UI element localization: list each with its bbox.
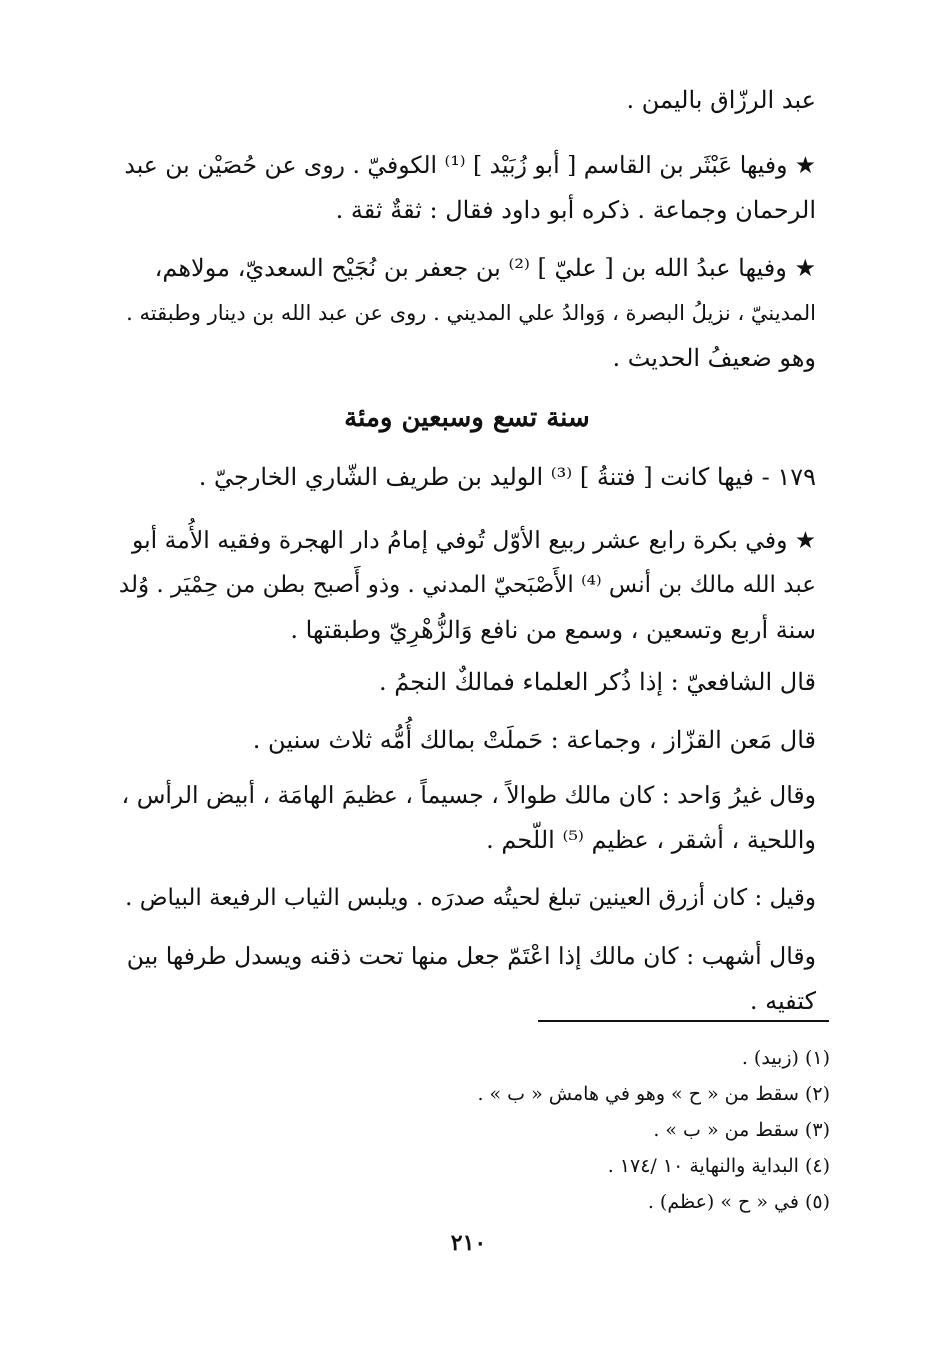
- page-number: ٢١٠: [450, 1230, 487, 1256]
- text-line: ★ وفي بكرة رابع عشر ربيع الأوّل تُوفي إمامُ دار الهجرة وفقيه الأُمة أبو: [132, 526, 816, 554]
- paragraph-ashhab: [118, 934, 816, 1024]
- footnote-5: (٥) في « ح » (عظم) .: [647, 1191, 830, 1213]
- paragraph-abdullah-ibn-ali: [118, 246, 816, 381]
- text-line: سنة أربع وتسعين ، وسمع من نافع وَالزُّهْرِيّ وطبقتها .: [290, 616, 816, 644]
- paragraph-description: [118, 773, 816, 863]
- text-line: وهو ضعيفُ الحديث .: [612, 344, 816, 372]
- text-line: وقيل : كان أزرق العينين تبلغ لحيتُه صدرَه . ويلبس الثياب الرفيعة البياض .: [125, 885, 816, 911]
- paragraph-malik: [118, 518, 816, 653]
- paragraph-qila: [118, 876, 816, 921]
- text-line: ★ وفيها عَبْثَر بن القاسم [ أبو زُبَيْد ] ⁽¹⁾ الكوفيّ . روى عن حُصَيْن بن عبد: [124, 151, 816, 179]
- footnote-2: (٢) سقط من « ح » وهو في هامش « ب » .: [477, 1083, 830, 1105]
- text-line: ١٧٩ - فيها كانت [ فتنةُ ] ⁽³⁾ الوليد بن طريف الشّاري الخارجيّ .: [198, 463, 816, 491]
- paragraph-abd-al-razzaq: [118, 78, 816, 123]
- text-line: قال الشافعيّ : إذا ذُكر العلماء فمالكٌ النجمُ .: [379, 668, 816, 696]
- paragraph-179: [118, 455, 816, 500]
- text-line: عبد الرزّاق باليمن .: [626, 86, 816, 114]
- footnote-3: (٣) سقط من « ب » .: [653, 1119, 830, 1141]
- text-line: عبد الله مالك بن أنس ⁽⁴⁾ الأَصْبَحيّ المدني . وذو أَصبح بطن من حِمْيَر . وُلد: [118, 572, 816, 598]
- text-line: وقال أشهب : كان مالك إذا اعْتَمّ جعل منها تحت ذقنه ويسدل طرفها بين: [126, 942, 816, 970]
- footnote-1: (١) (زبيد) .: [741, 1047, 830, 1069]
- text-line: المدينيّ ، نزيلُ البصرة ، وَوالدُ علي المديني . روى عن عبد الله بن دينار وطبقته .: [126, 301, 816, 325]
- footnote-divider: [538, 1020, 829, 1022]
- text-line: كتفيه .: [749, 987, 816, 1015]
- paragraph-maan: [118, 718, 816, 763]
- section-heading: سنة تسع وسبعين ومئة: [344, 403, 590, 433]
- paragraph-shafii: [118, 660, 816, 705]
- text-line: قال مَعن القزّاز ، وجماعة : حَملَتْ بمالك أُمُّه ثلاث سنين .: [252, 726, 816, 754]
- text-line: ★ وفيها عبدُ الله بن [ عليّ ] ⁽²⁾ بن جعفر بن نُجَيْح السعديّ، مولاهم،: [154, 254, 816, 282]
- paragraph-abthar: [118, 143, 816, 233]
- text-line: وقال غيرُ وَاحد : كان مالك طوالاً ، جسيماً ، عظيمَ الهامَة ، أبيض الرأس ،: [121, 781, 816, 809]
- footnotes: [340, 1040, 830, 1220]
- text-line: واللحية ، أشقر ، عظيم ⁽⁵⁾ اللّحم .: [486, 826, 816, 854]
- text-line: الرحمان وجماعة . ذكره أبو داود فقال : ثقةٌ ثقة .: [335, 196, 816, 224]
- footnote-4: (٤) البداية والنهاية ١٠ /١٧٤ .: [607, 1155, 830, 1177]
